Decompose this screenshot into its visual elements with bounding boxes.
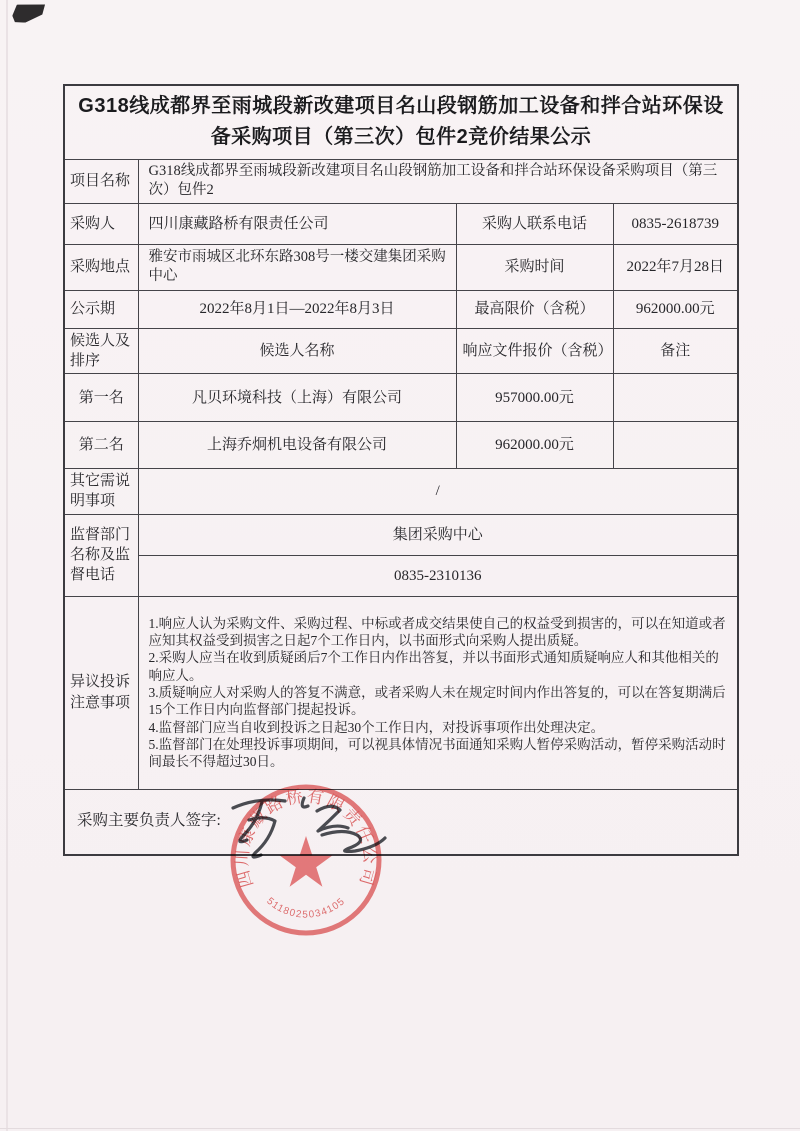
complaint-row	[64, 596, 738, 789]
candidate-name: 上海乔炯机电设备有限公司	[138, 422, 456, 469]
candidate-remark	[613, 374, 738, 422]
other-notes-label: 其它需说明事项	[64, 469, 138, 515]
purchaser-label: 采购人	[64, 203, 138, 244]
purchaser-value: 四川康藏路桥有限责任公司	[138, 203, 456, 244]
candidate-row-2	[64, 422, 738, 469]
complaint-text	[138, 596, 738, 789]
supervision-phone-row	[64, 555, 738, 596]
document-title: G318线成都界至雨城段新改建项目名山段钢筋加工设备和拌合站环保设备采购项目（第三次）包件2竞价结果公示	[64, 85, 738, 159]
purchaser-row	[64, 203, 738, 244]
candidates-header-row	[64, 328, 738, 374]
purchaser-phone-label: 采购人联系电话	[456, 203, 613, 244]
time-value: 2022年7月28日	[613, 244, 738, 290]
publicity-value: 2022年8月1日—2022年8月3日	[138, 290, 456, 328]
supervision-dept-value: 集团采购中心	[138, 514, 738, 555]
handwritten-signature	[205, 778, 405, 888]
corner-ink-mark	[11, 1, 47, 25]
seal-company-text: 四川康藏路桥有限责任公司	[232, 786, 380, 890]
project-name-label: 项目名称	[64, 159, 138, 203]
complaint-label: 异议投诉注意事项	[64, 596, 138, 789]
seal-number-text: 5118025034105	[264, 895, 348, 921]
publicity-label: 公示期	[64, 290, 138, 328]
supervision-phone-value: 0835-2310136	[138, 555, 738, 596]
time-label: 采购时间	[456, 244, 613, 290]
candidate-rank: 第二名	[64, 422, 138, 469]
purchaser-phone-value: 0835-2618739	[613, 203, 738, 244]
candidate-row-1	[64, 374, 738, 422]
candidate-price: 957000.00元	[456, 374, 613, 422]
candidate-remark	[613, 422, 738, 469]
supervision-label: 监督部门名称及监督电话	[64, 514, 138, 596]
page-left-edge	[6, 0, 8, 1131]
supervision-dept-row	[64, 514, 738, 555]
publicity-row	[64, 290, 738, 328]
candidate-price-header: 响应文件报价（含税）	[456, 328, 613, 374]
complaint-item-1: 1.响应人认为采购文件、采购过程、中标或者成交结果使自己的权益受到损害的，可以在知道或者应知其权益受到损害之日起7个工作日内，以书面形式向采购人提出质疑。	[148, 615, 726, 649]
max-price-value: 962000.00元	[613, 290, 738, 328]
complaint-item-5: 5.监督部门在处理投诉事项期间，可以视具体情况书面通知采购人暂停采购活动，暂停采购活动时间最长不得超过30日。	[148, 736, 726, 770]
other-notes-row	[64, 469, 738, 515]
candidate-name: 凡贝环境科技（上海）有限公司	[138, 374, 456, 422]
bid-result-table	[63, 84, 739, 856]
signature-label: 采购主要负责人签字:	[77, 812, 221, 830]
other-notes-value: /	[138, 469, 738, 515]
max-price-label: 最高限价（含税）	[456, 290, 613, 328]
page-bottom-edge	[0, 1128, 800, 1129]
location-row	[64, 244, 738, 290]
complaint-item-4: 4.监督部门应当自收到投诉之日起30个工作日内，对投诉事项作出处理决定。	[148, 719, 605, 735]
project-name-row	[64, 159, 738, 203]
candidate-rank: 第一名	[64, 374, 138, 422]
candidate-rank-header: 候选人及排序	[64, 328, 138, 374]
location-label: 采购地点	[64, 244, 138, 290]
complaint-item-3: 3.质疑响应人对采购人的答复不满意，或者采购人未在规定时间内作出答复的，可以在答复期满后15个工作日内向监督部门提起投诉。	[148, 684, 726, 718]
location-value: 雅安市雨城区北环东路308号一楼交建集团采购中心	[138, 244, 456, 290]
project-name-value: G318线成都界至雨城段新改建项目名山段钢筋加工设备和拌合站环保设备采购项目（第三次）包件2	[138, 159, 738, 203]
candidate-remark-header: 备注	[613, 328, 738, 374]
candidate-price: 962000.00元	[456, 422, 613, 469]
title-row	[64, 85, 738, 159]
candidate-name-header: 候选人名称	[138, 328, 456, 374]
complaint-item-2: 2.采购人应当在收到质疑函后7个工作日内作出答复，并以书面形式通知质疑响应人和其他相关的响应人。	[148, 650, 719, 683]
